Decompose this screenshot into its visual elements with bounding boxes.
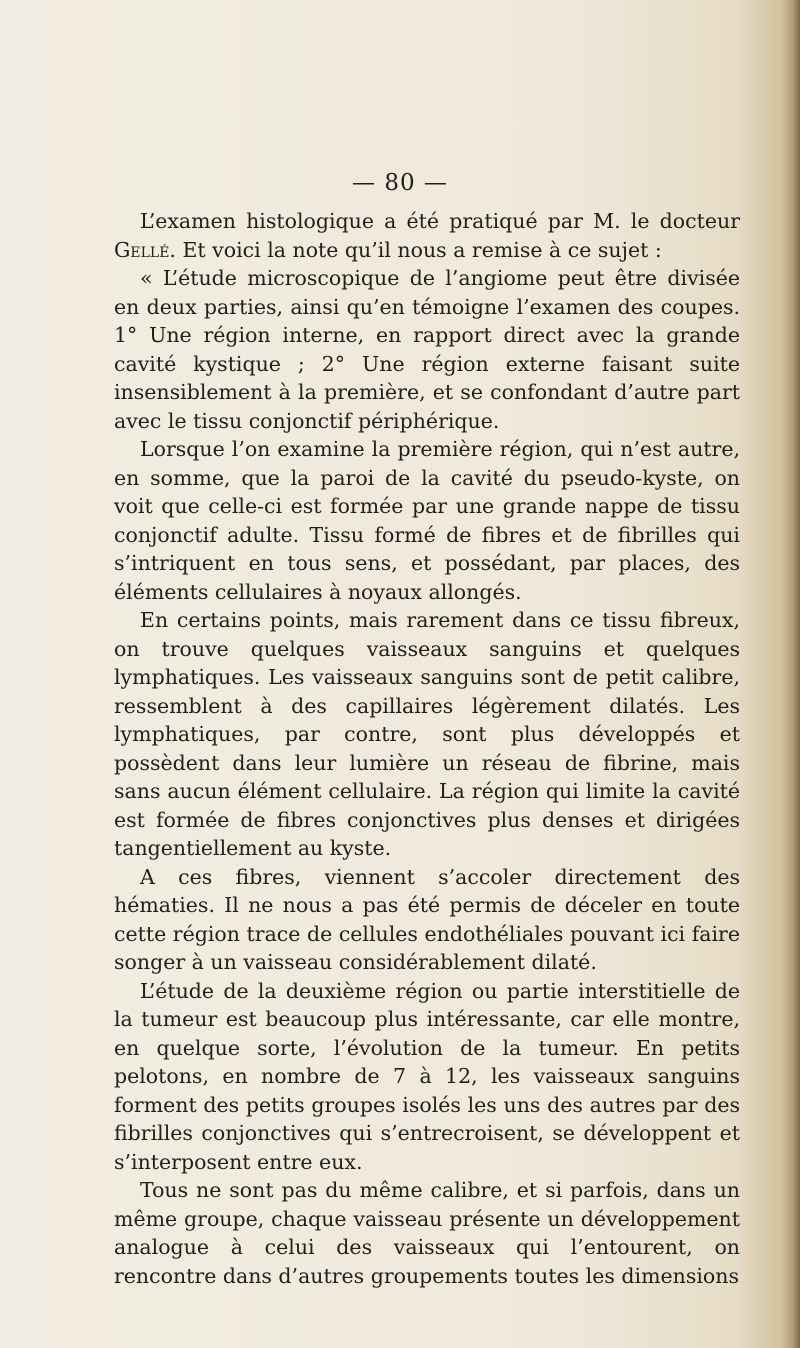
paragraph-1 <box>114 207 740 264</box>
page-number: — 80 — <box>352 170 448 196</box>
paragraph-1-end: . Et voici la note qu’il nous a remise à ce sujet : <box>169 237 662 262</box>
page-edge-shadow <box>782 0 800 1348</box>
body-text <box>114 207 740 1290</box>
paragraph-7: Tous ne sont pas du même calibre, et si parfois, dans un même groupe, chaque vaisseau présente un développement analogue à celui des vaisseaux qui l’entourent, on rencontre dans d’autres groupements toutes les dimensions <box>114 1178 740 1288</box>
paragraph-2: « L’étude microscopique de l’angiome peut être divisée en deux parties, ainsi qu’en témoigne l’examen des coupes. 1° Une région interne, en rapport direct avec la grande cavité kystique ; 2° Une région externe faisant suite insensiblement à la première, et se confondant d’autre part avec le tissu conjonctif périphérique. <box>114 266 740 433</box>
paragraph-6: L’étude de la deuxième région ou partie interstitielle de la tumeur est beaucoup plus intéressante, car elle montre, en quelque sorte, l’évolution de la tumeur. En petits pelotons, en nombre de 7 à 12, les vaisseaux sanguins forment des petits groupes isolés les uns des autres par des fibrilles conjonctives qui s’entrecroisent, se développent et s’interposent entre eux. <box>114 978 740 1174</box>
paragraph-4: En certains points, mais rarement dans ce tissu fibreux, on trouve quelques vaisseaux sanguins et quelques lymphatiques. Les vaisseaux sanguins sont de petit calibre, ressemblent à des capillaires légèrement dilatés. Les lymphatiques, par contre, sont plus développés et possèdent dans leur lumière un réseau de fibrine, mais sans aucun élément cellulaire. La région qui limite la cavité est formée de fibres conjonctives plus denses et dirigées tangentiellement au kyste. <box>114 608 740 860</box>
paragraph-5: A ces fibres, viennent s’accoler directement des hématies. Il ne nous a pas été permis de déceler en toute cette région trace de cellules endothéliales pouvant ici faire songer à un vaisseau considérablement dilaté. <box>114 864 740 974</box>
paragraph-3: Lorsque l’on examine la première région, qui n’est autre, en somme, que la paroi de la cavité du pseudo-kyste, on voit que celle-ci est formée par une grande nappe de tissu conjonctif adulte. Tissu formé de fibres et de fibrilles qui s’intriquent en tous sens, et possédant, par places, des éléments cellulaires à noyaux allongés. <box>114 437 740 604</box>
author-name: Gellé <box>114 237 170 262</box>
paragraph-1-start: L’examen histologique a été pratiqué par M. le docteur <box>140 209 740 233</box>
